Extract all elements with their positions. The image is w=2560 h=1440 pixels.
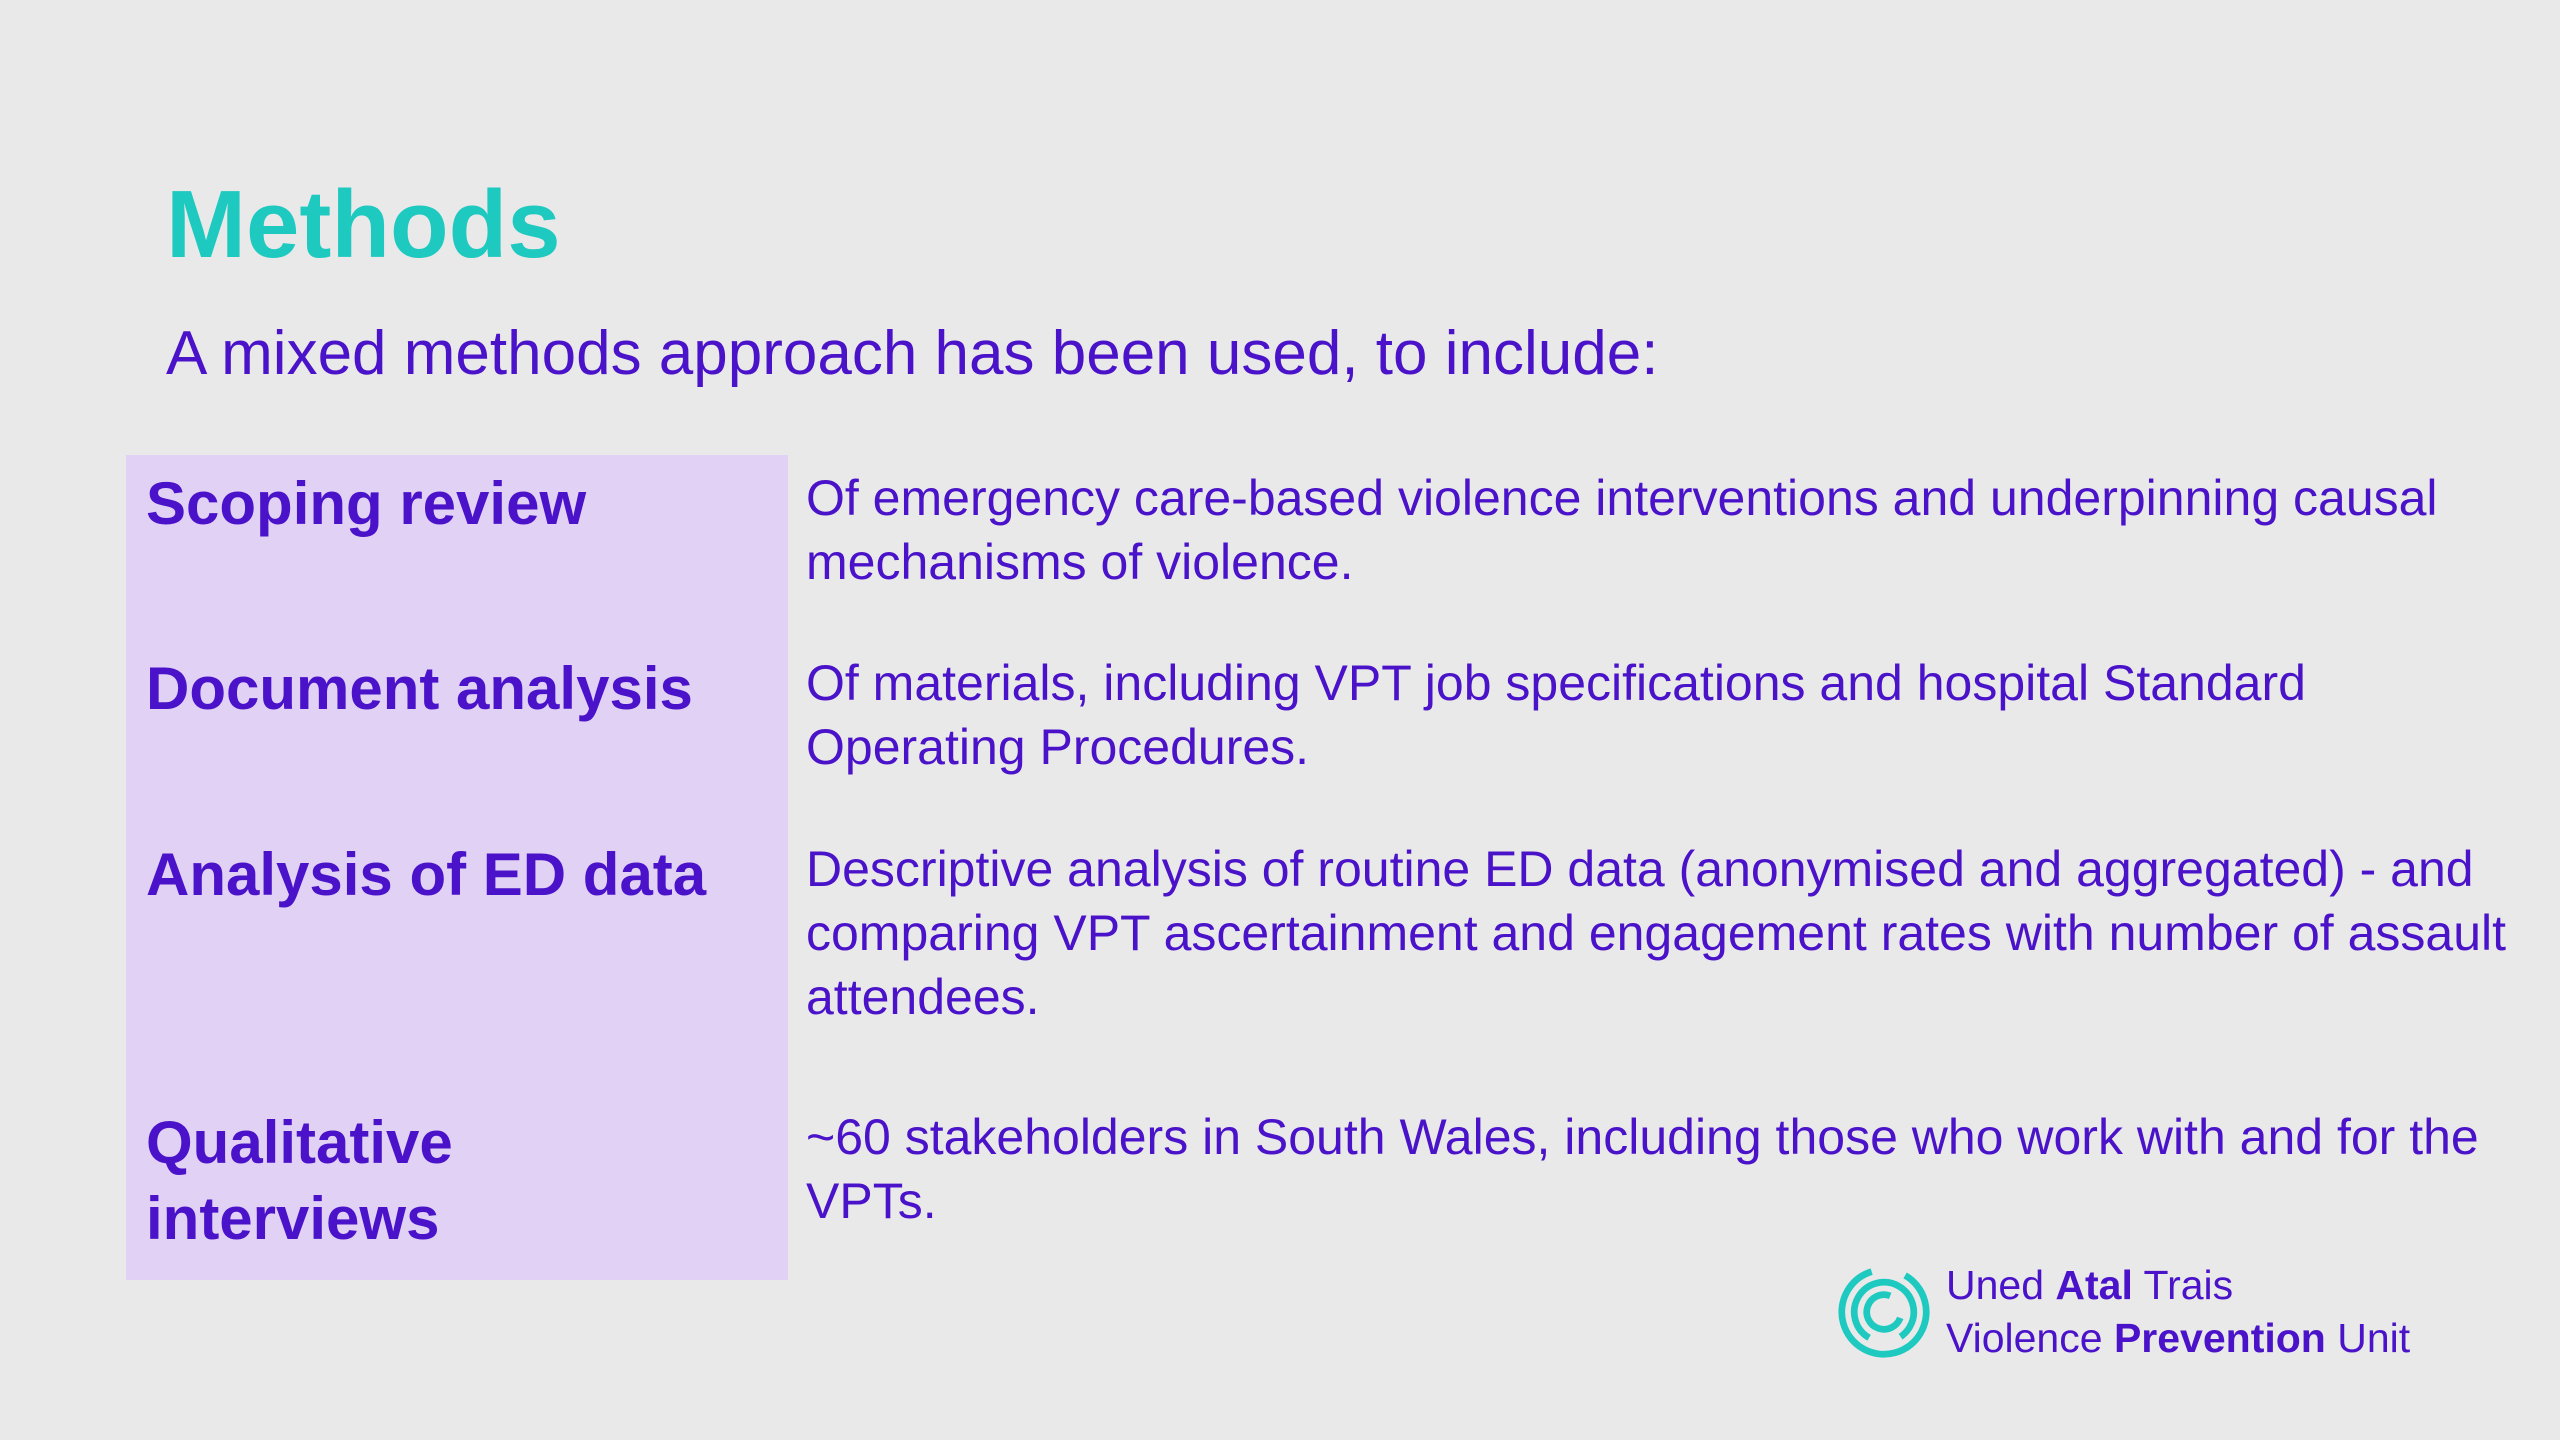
method-label-scoping-review: Scoping review bbox=[146, 470, 587, 537]
method-desc-document-analysis: Of materials, including VPT job specifications and hospital Standard Operating Procedures. bbox=[806, 655, 2306, 775]
logo-text-unit: Unit bbox=[2325, 1315, 2411, 1361]
slide-title: Methods bbox=[166, 171, 561, 278]
logo-line-english bbox=[1946, 1312, 2410, 1365]
logo-line-welsh bbox=[1946, 1259, 2410, 1312]
method-desc-ed-data: Descriptive analysis of routine ED data (anonymised and aggregated) - and comparing VPT ascertainment and engagement rates with number of assault attendees. bbox=[806, 841, 2506, 1025]
logo-text-violence: Violence bbox=[1946, 1315, 2114, 1361]
method-label-ed-data: Analysis of ED data bbox=[146, 841, 707, 908]
logo-text-trais: Trais bbox=[2132, 1262, 2234, 1308]
concentric-circles-logo-icon bbox=[1836, 1264, 1932, 1360]
method-label-document-analysis: Document analysis bbox=[146, 655, 693, 722]
method-desc-scoping-review: Of emergency care-based violence interventions and underpinning causal mechanisms of violence. bbox=[806, 470, 2438, 590]
logo-text-uned: Uned bbox=[1946, 1262, 2056, 1308]
logo-wordmark bbox=[1946, 1259, 2410, 1365]
logo-text-atal: Atal bbox=[2055, 1262, 2133, 1308]
vpu-logo bbox=[1836, 1262, 2410, 1362]
slide-subtitle: A mixed methods approach has been used, to include: bbox=[166, 319, 1659, 388]
logo-text-prevention: Prevention bbox=[2113, 1315, 2326, 1361]
method-label-qualitative-interviews: Qualitative interviews bbox=[146, 1109, 453, 1252]
method-desc-qualitative-interviews: ~60 stakeholders in South Wales, including those who work with and for the VPTs. bbox=[806, 1109, 2479, 1229]
